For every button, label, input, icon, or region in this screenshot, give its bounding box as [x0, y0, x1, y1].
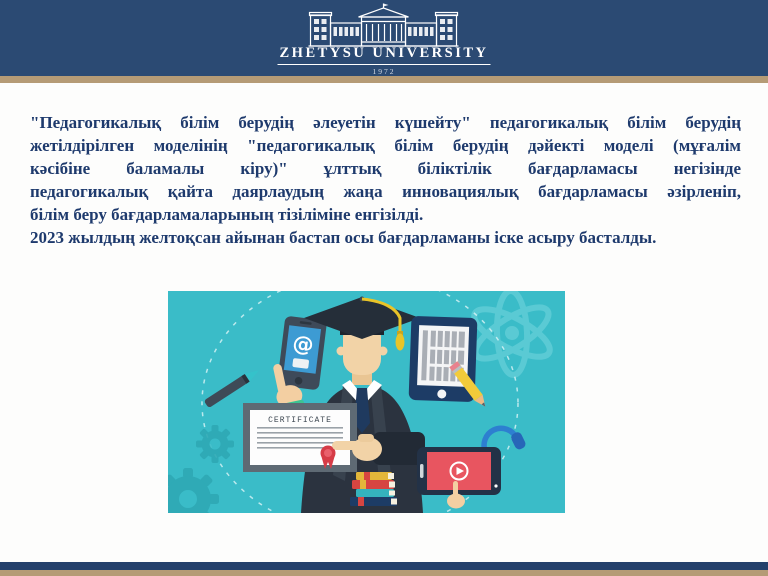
- footer-accent-band: [0, 570, 768, 576]
- certificate-label: CERTIFICATE: [268, 416, 332, 425]
- header-bar: [0, 0, 768, 76]
- email-at-symbol: @: [291, 330, 315, 358]
- established-year: 1972: [372, 66, 396, 76]
- elearning-illustration: [168, 291, 565, 513]
- footer-navy-band: [0, 562, 768, 570]
- smartphone-email-icon: [277, 316, 327, 391]
- books-stack-icon: [350, 472, 397, 506]
- text-line: білім беру бағдарламаларының тізіліміне енгізілді.: [30, 205, 424, 224]
- university-building-icon: [309, 3, 459, 47]
- university-logo: [278, 3, 491, 76]
- text-line: педагогикалық қайта даярлаудың жаңа инновациялық бағдарламасы әзірленіп,: [30, 182, 741, 201]
- certificate-icon: [243, 403, 357, 472]
- text-line: "Педагогикалық білім берудің әлеуетін күшейту" педагогикалық білім берудің: [30, 113, 741, 132]
- paragraph-1: [30, 111, 741, 226]
- university-name: ZHETYSU UNIVERSITY: [278, 45, 491, 65]
- text-line: кәсібіне баламалы кіру)" ұлттық біліктілік бағдарламасы негізінде: [30, 159, 741, 178]
- header-accent-band: [0, 76, 768, 83]
- slide-body-text: [30, 111, 741, 249]
- text-line: жетілдірілген моделінің "педагогикалық білім берудің дәйекті моделі (мұғалім: [30, 136, 741, 155]
- paragraph-2: 2023 жылдың желтоқсан айынан бастап осы бағдарламаны іске асыру басталды.: [30, 228, 657, 247]
